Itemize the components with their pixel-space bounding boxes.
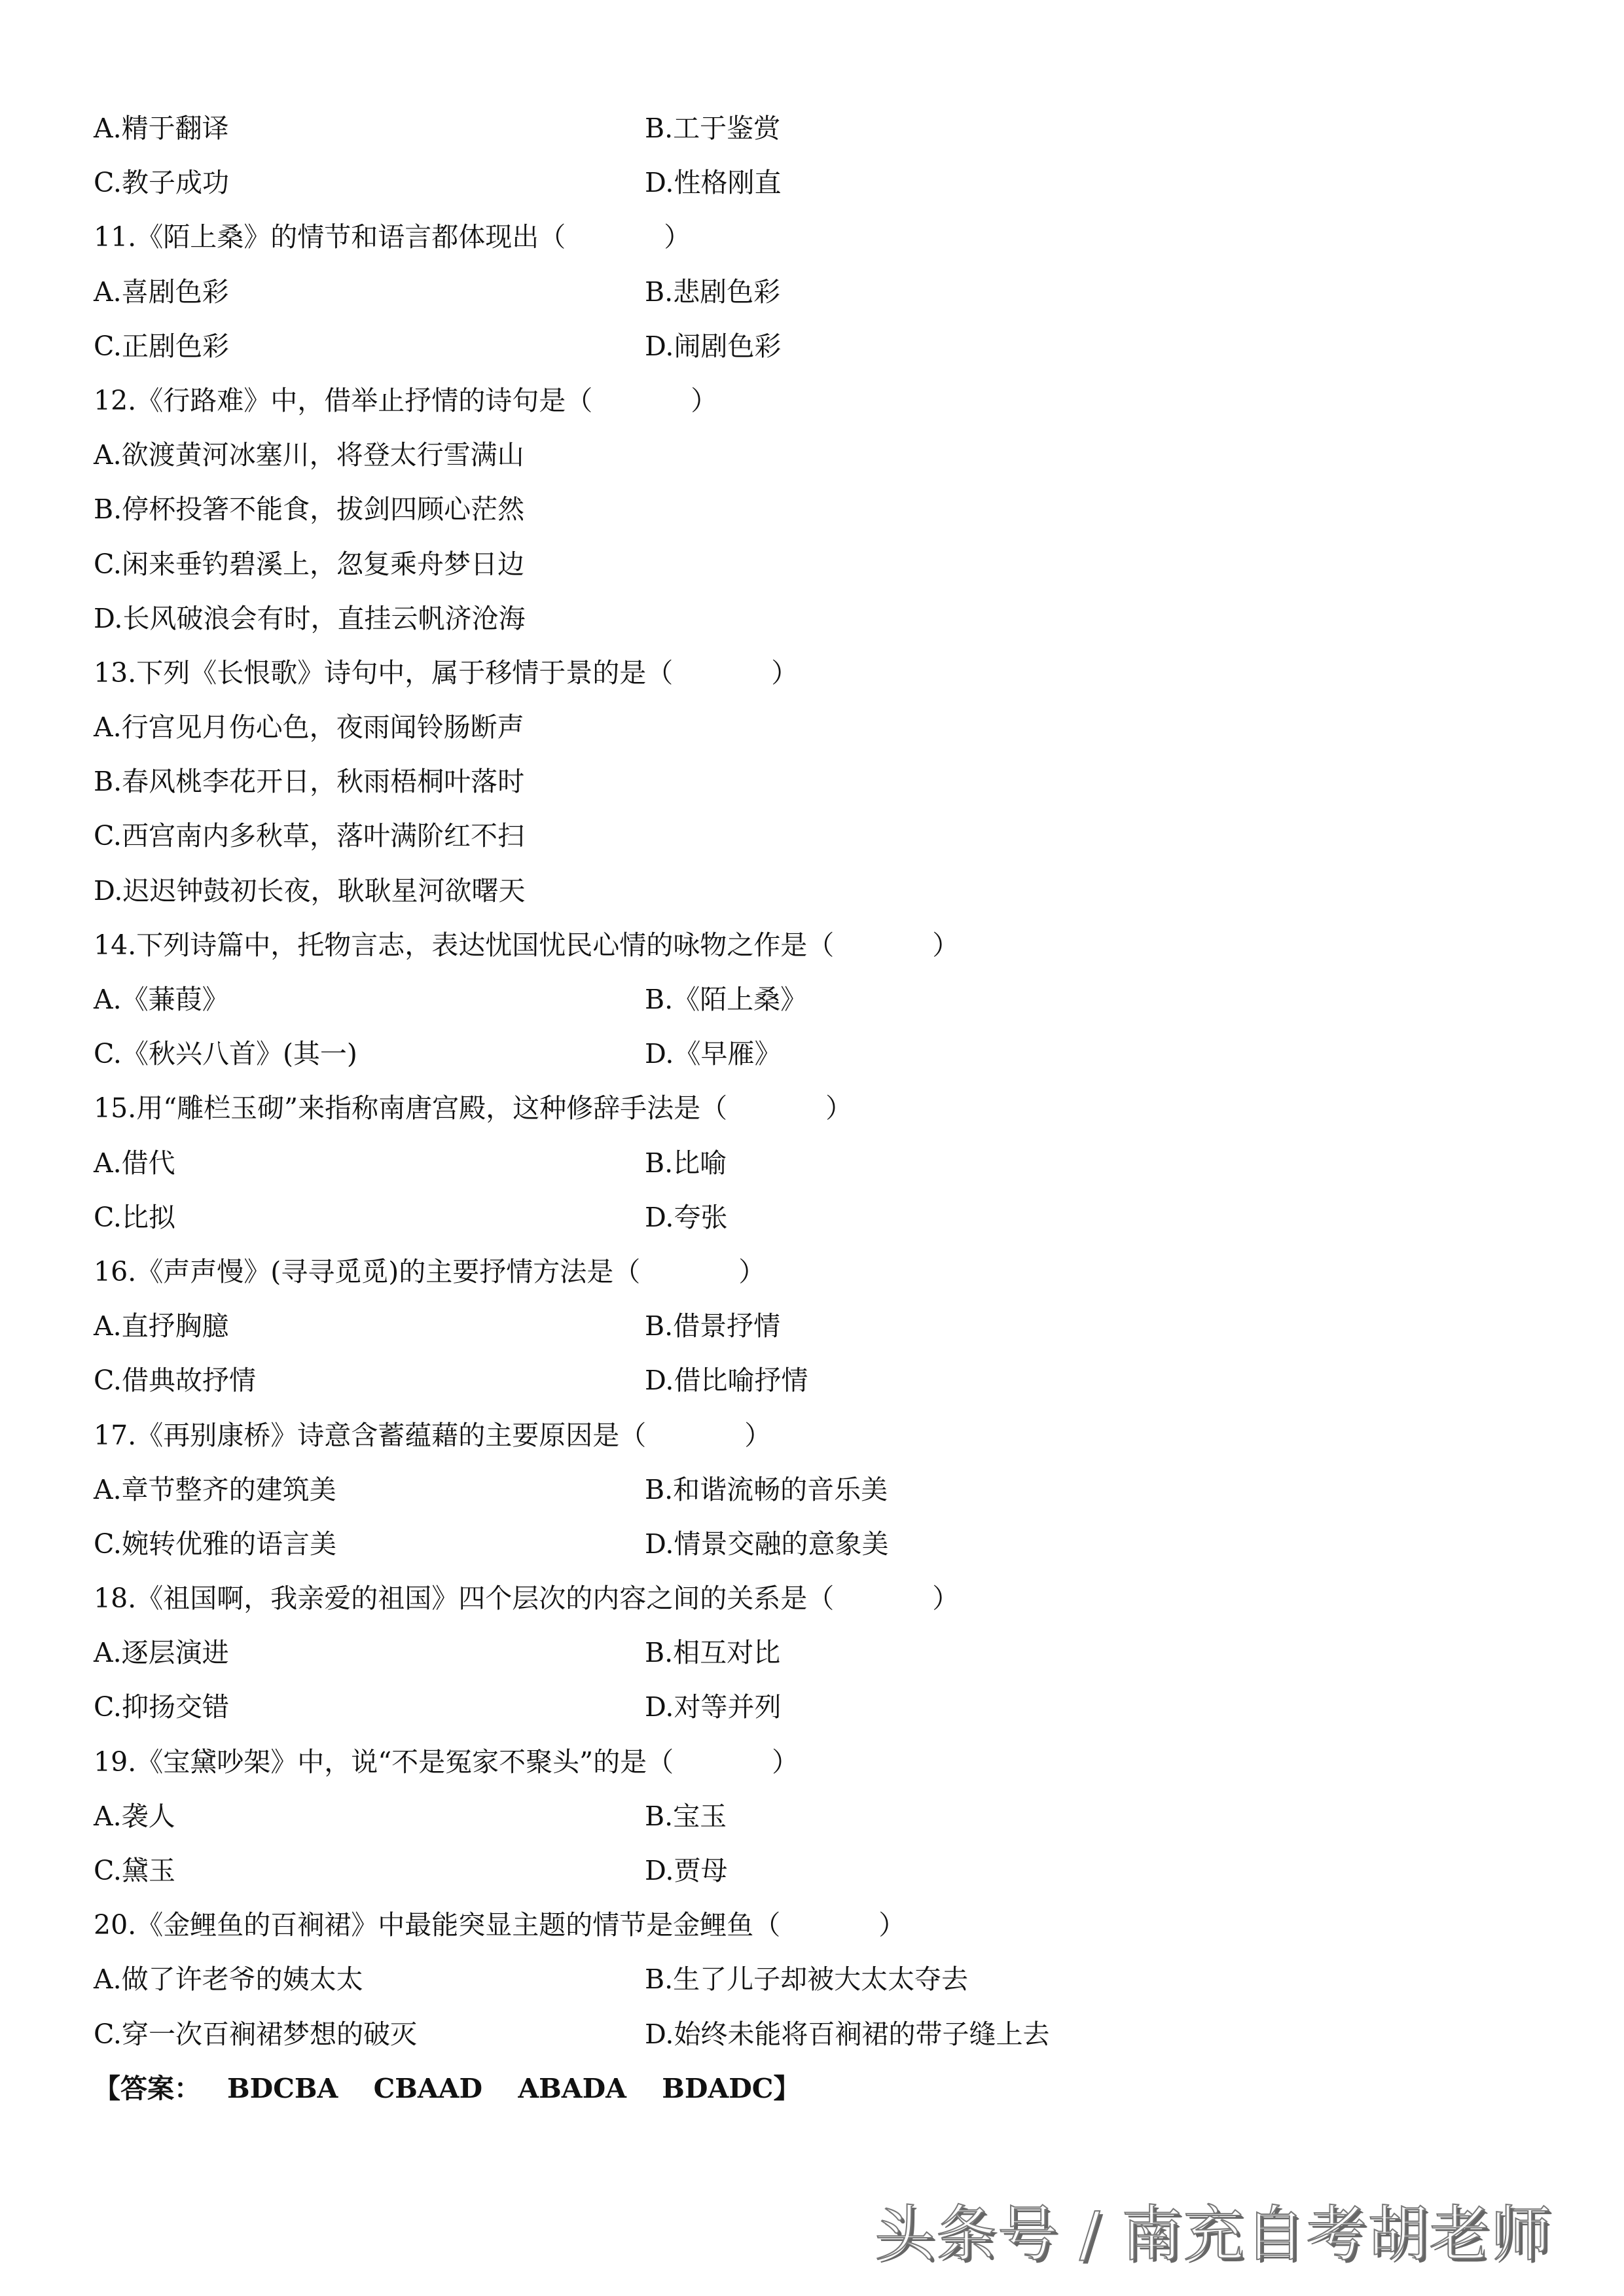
option: A.精于翻译 bbox=[94, 113, 229, 144]
option-row bbox=[94, 1136, 1534, 1191]
option: A.行宫见月伤心色，夜雨闻铃肠断声 bbox=[94, 711, 524, 744]
blank-open: （ bbox=[807, 1583, 835, 1615]
stem-text: 20.《金鲤鱼的百裥裙》中最能突显主题的情节是金鲤鱼 bbox=[94, 1909, 754, 1941]
option-row bbox=[94, 1027, 1534, 1081]
option: A.借代 bbox=[94, 1147, 175, 1179]
option-row bbox=[94, 592, 1534, 646]
option-row bbox=[94, 1517, 1534, 1571]
option: D.借比喻抒情 bbox=[645, 1365, 808, 1397]
option: D.夸张 bbox=[645, 1201, 728, 1233]
option: A.喜剧色彩 bbox=[94, 276, 229, 308]
stem-text: 13.下列《长恨歌》诗句中，属于移情于景的是 bbox=[94, 656, 647, 689]
question-stem bbox=[94, 646, 1534, 700]
option: D.贾母 bbox=[645, 1855, 728, 1886]
option: B.悲剧色彩 bbox=[645, 276, 781, 308]
option-row bbox=[94, 1952, 1534, 2007]
option: B.春风桃李花开日，秋雨梧桐叶落时 bbox=[94, 766, 525, 798]
question-stem bbox=[94, 918, 1534, 973]
blank-open: （ bbox=[613, 1255, 641, 1287]
option: D.对等并列 bbox=[645, 1691, 782, 1723]
stem-text: 16.《声声慢》(寻寻觅觅)的主要抒情方法是 bbox=[94, 1255, 614, 1287]
option: B.和谐流畅的音乐美 bbox=[645, 1473, 888, 1505]
stem-text: 18.《祖国啊，我亲爱的祖国》四个层次的内容之间的关系是 bbox=[94, 1583, 808, 1615]
blank-open: （ bbox=[566, 384, 593, 416]
option: C.《秋兴八首》(其一) bbox=[94, 1038, 357, 1070]
option-row bbox=[94, 537, 1534, 592]
option: B.停杯投箸不能食，拔剑四顾心茫然 bbox=[94, 493, 525, 526]
option: C.穿一次百裥裙梦想的破灭 bbox=[94, 2018, 417, 2050]
option: B.工于鉴赏 bbox=[645, 113, 781, 144]
option-row bbox=[94, 1789, 1534, 1844]
option: D.长风破浪会有时，直挂云帆济沧海 bbox=[94, 602, 526, 634]
option-row bbox=[94, 2007, 1534, 2062]
option: A.章节整齐的建筑美 bbox=[94, 1473, 336, 1505]
option-row bbox=[94, 864, 1534, 918]
blank-open: （ bbox=[647, 1746, 674, 1778]
option: D.《早雁》 bbox=[645, 1038, 782, 1070]
blank-close: ） bbox=[825, 1092, 853, 1124]
option-row bbox=[94, 1191, 1534, 1245]
blank-close: ） bbox=[664, 221, 691, 253]
blank-close: ） bbox=[772, 1746, 799, 1778]
blank-close: ） bbox=[878, 1909, 906, 1941]
question-stem bbox=[94, 1245, 1534, 1299]
option: C.正剧色彩 bbox=[94, 330, 229, 362]
option-row bbox=[94, 1626, 1534, 1680]
option: C.比拟 bbox=[94, 1201, 175, 1233]
option: D.情景交融的意象美 bbox=[645, 1528, 889, 1560]
blank-open: （ bbox=[753, 1909, 781, 1941]
option: A.袭人 bbox=[94, 1800, 175, 1832]
stem-text: 15.用“雕栏玉砌”来指称南唐宫殿，这种修辞手法是 bbox=[94, 1092, 701, 1124]
answer-codes: BDCBA CBAAD ABADA BDADC bbox=[227, 2072, 774, 2104]
blank-open: （ bbox=[807, 929, 835, 961]
blank-open: （ bbox=[619, 1419, 647, 1451]
option-row bbox=[94, 265, 1534, 319]
blank-close: ） bbox=[771, 656, 799, 689]
exam-page bbox=[94, 101, 1534, 2116]
option: A.《蒹葭》 bbox=[94, 984, 229, 1015]
stem-text: 14.下列诗篇中，托物言志，表达忧国忧民心情的咏物之作是 bbox=[94, 929, 808, 961]
stem-text: 11.《陌上桑》的情节和语言都体现出 bbox=[94, 221, 539, 253]
option: B.借景抒情 bbox=[645, 1310, 781, 1342]
blank-close: ） bbox=[744, 1419, 772, 1451]
stem-text: 17.《再别康桥》诗意含蓄蕴藉的主要原因是 bbox=[94, 1419, 620, 1451]
option: C.借典故抒情 bbox=[94, 1365, 256, 1397]
option: D.性格刚直 bbox=[645, 167, 782, 199]
question-stem bbox=[94, 210, 1534, 264]
option-row bbox=[94, 319, 1534, 374]
option: D.始终未能将百裥裙的带子缝上去 bbox=[645, 2018, 1050, 2050]
question-stem bbox=[94, 1571, 1534, 1626]
option: C.闲来垂钓碧溪上，忽复乘舟梦日边 bbox=[94, 548, 524, 580]
option: A.直抒胸臆 bbox=[94, 1310, 229, 1342]
option-row bbox=[94, 156, 1534, 210]
answer-close: 】 bbox=[773, 2072, 801, 2104]
option: A.做了许老爷的姨太太 bbox=[94, 1964, 363, 1996]
question-stem bbox=[94, 374, 1534, 428]
option-row bbox=[94, 809, 1534, 863]
option: D.迟迟钟鼓初长夜，耿耿星河欲曙天 bbox=[94, 874, 526, 906]
blank-close: ） bbox=[738, 1255, 766, 1287]
blank-close: ） bbox=[932, 929, 960, 961]
stem-text: 19.《宝黛吵架》中，说“不是冤家不聚头”的是 bbox=[94, 1746, 647, 1778]
option-row bbox=[94, 755, 1534, 809]
question-stem bbox=[94, 1898, 1534, 1952]
option: D.闹剧色彩 bbox=[645, 330, 782, 362]
option: C.黛玉 bbox=[94, 1855, 175, 1886]
option: B.宝玉 bbox=[645, 1800, 727, 1832]
question-stem bbox=[94, 1408, 1534, 1463]
option: C.抑扬交错 bbox=[94, 1691, 229, 1723]
option: C.教子成功 bbox=[94, 167, 229, 199]
option-row bbox=[94, 101, 1534, 156]
question-stem bbox=[94, 1081, 1534, 1136]
option: B.《陌上桑》 bbox=[645, 984, 808, 1015]
stem-text: 12.《行路难》中，借举止抒情的诗句是 bbox=[94, 384, 566, 416]
blank-open: （ bbox=[700, 1092, 728, 1124]
blank-close: ） bbox=[691, 384, 718, 416]
option: A.欲渡黄河冰塞川，将登太行雪满山 bbox=[94, 439, 524, 471]
option-row bbox=[94, 1354, 1534, 1408]
option: C.西宫南内多秋草，落叶满阶红不扫 bbox=[94, 820, 524, 852]
blank-open: （ bbox=[539, 221, 566, 253]
watermark: 头条号 / 南充自考胡老师 bbox=[875, 2199, 1553, 2269]
option-row bbox=[94, 482, 1534, 537]
answer-label: 【答案： bbox=[94, 2072, 201, 2104]
option: B.比喻 bbox=[645, 1147, 727, 1179]
blank-open: （ bbox=[646, 656, 674, 689]
option-row bbox=[94, 1680, 1534, 1734]
option: B.相互对比 bbox=[645, 1637, 781, 1669]
option: C.婉转优雅的语言美 bbox=[94, 1528, 336, 1560]
option-row bbox=[94, 973, 1534, 1027]
question-stem bbox=[94, 1735, 1534, 1789]
option-row bbox=[94, 428, 1534, 482]
answer-key bbox=[94, 2062, 1534, 2116]
option-row bbox=[94, 1299, 1534, 1354]
option-row bbox=[94, 700, 1534, 755]
blank-close: ） bbox=[932, 1583, 960, 1615]
option-row bbox=[94, 1844, 1534, 1898]
option: A.逐层演进 bbox=[94, 1637, 229, 1669]
option: B.生了儿子却被大太太夺去 bbox=[645, 1964, 969, 1996]
option-row bbox=[94, 1463, 1534, 1517]
